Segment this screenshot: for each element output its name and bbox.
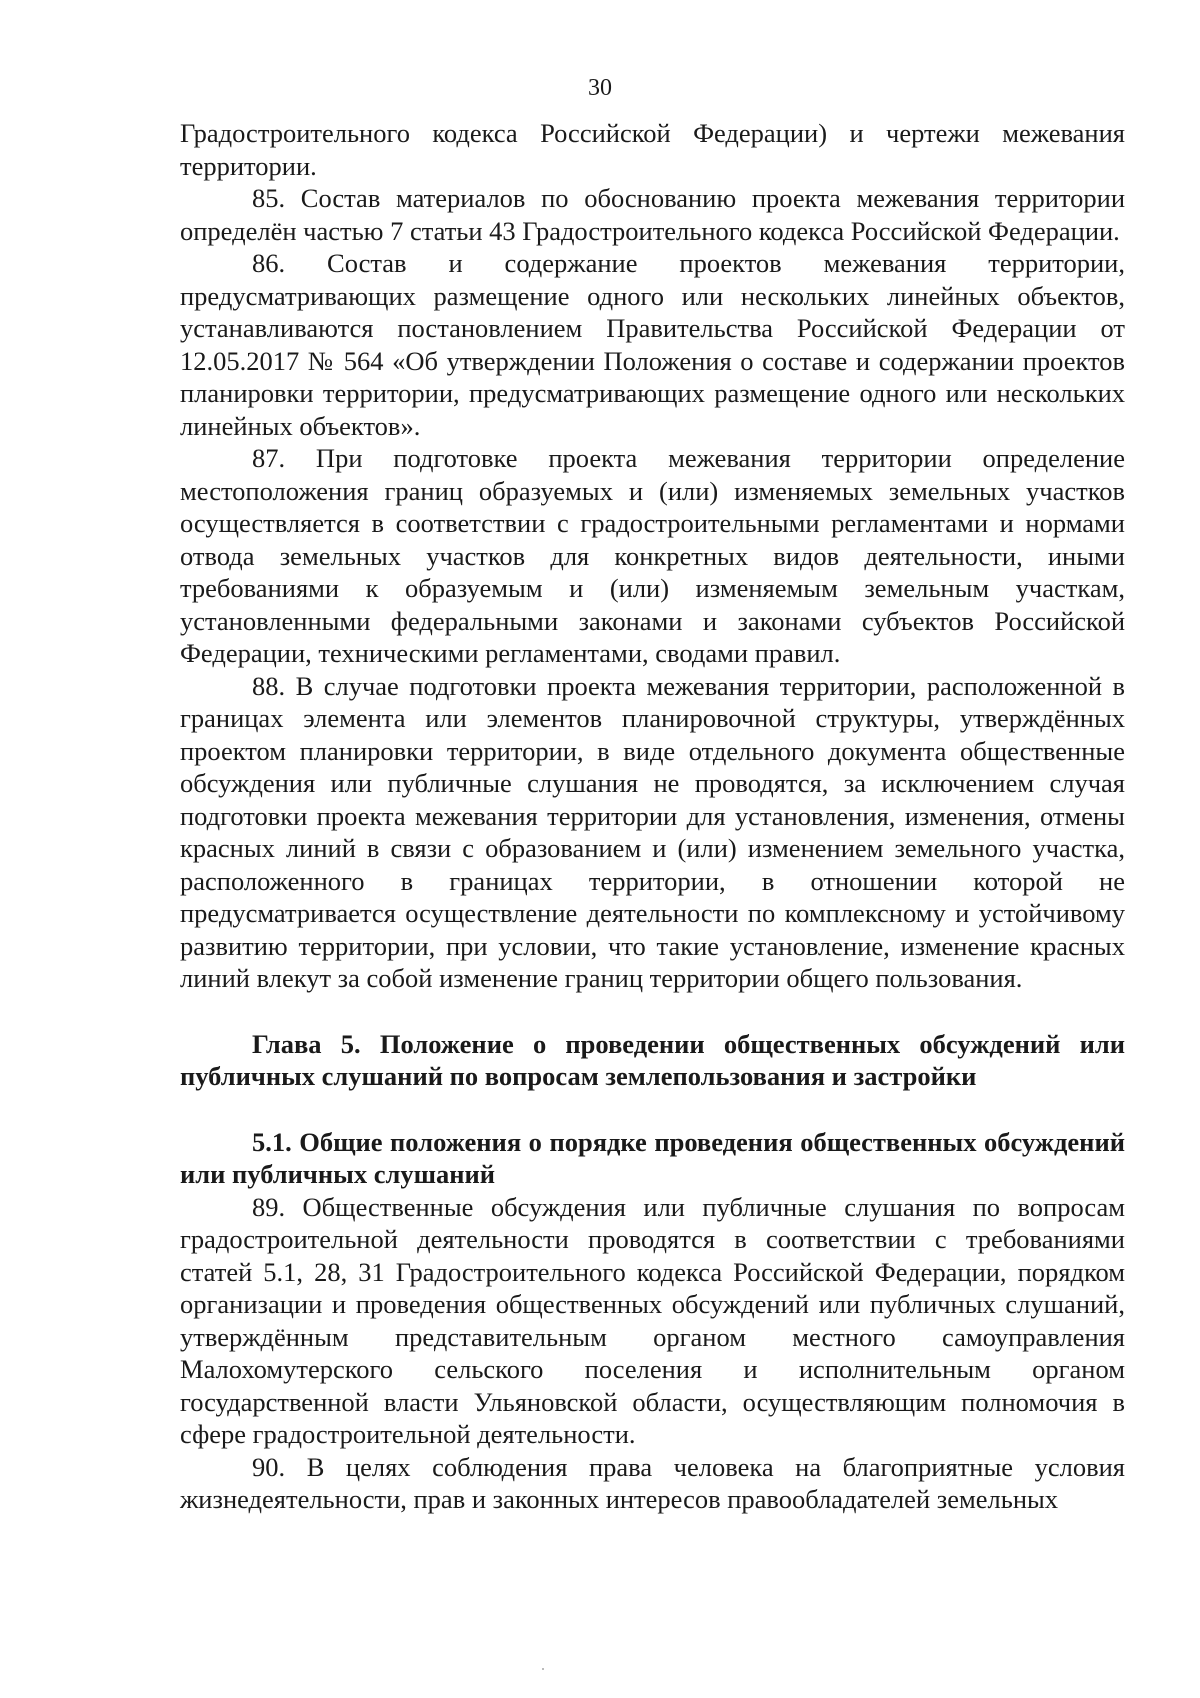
paragraph-89: 89. Общественные обсуждения или публичные слушания по вопросам градостроительной деятельности проводятся в соответствии с требованиями статей 5.1, 28, 31 Градостроительного кодекса Российской Федерации, порядком организации и проведения общественных обсуждений или публичных слушаний, утверждённым представительным органом местного самоуправления Малохомутерского сельского поселения и исполнительным органом государственной власти Ульяновской области, осуществляющим полномочия в сфере градостроительной деятельности. [180, 1191, 1125, 1449]
paragraph-87: 87. При подготовке проекта межевания территории определение местоположения границ образуемых и (или) изменяемых земельных участков осуществляется в соответствии с градостроительными регламентами и нормами отвода земельных участков для конкретных видов деятельности, иными требованиями к образуемым и (или) изменяемым земельным участкам, установленными федеральными законами и законами субъектов Российской Федерации, техническими регламентами, сводами правил. [180, 443, 1125, 668]
document-body [180, 117, 1125, 1516]
paragraph-continuation: Градостроительного кодекса Российской Федерации) и чертежи межевания территории. [180, 118, 1125, 181]
paragraph-88: 88. В случае подготовки проекта межевания территории, расположенной в границах элемента или элементов планировочной структуры, утверждённых проектом планировки территории, в виде отдельного документа общественные обсуждения или публичные слушания не проводятся, за исключением случая подготовки проекта межевания территории для установления, изменения, отмены красных линий в связи с образованием и (или) изменением земельного участка, расположенного в границах территории, в отношении которой не предусматривается осуществление деятельности по комплексному и устойчивому развитию территории, при условии, что такие установление, изменение красных линий влекут за собой изменение границ территории общего пользования. [180, 670, 1125, 993]
section-5-1-heading: 5.1. Общие положения о порядке проведения общественных обсуждений или публичных слушаний [180, 1126, 1125, 1189]
chapter-5-heading: Глава 5. Положение о проведении общественных обсуждений или публичных слушаний по вопросам землепользования и застройки [180, 1028, 1125, 1091]
paragraph-86: 86. Состав и содержание проектов межевания территории, предусматривающих размещение одного или нескольких линейных объектов, устанавливаются постановлением Правительства Российской Федерации от 12.05.2017 № 564 «Об утверждении Положения о составе и содержании проектов планировки территории, предусматривающих размещение одного или нескольких линейных объектов». [180, 248, 1125, 441]
page-number: 30 [588, 75, 612, 101]
paragraph-90: 90. В целях соблюдения права человека на благоприятные условия жизнедеятельности, прав и законных интересов правообладателей земельных [180, 1451, 1125, 1514]
paragraph-85: 85. Состав материалов по обоснованию проекта межевания территории определён частью 7 статьи 43 Градостроительного кодекса Российской Федерации. [180, 183, 1125, 246]
scan-artifact [542, 1668, 544, 1670]
